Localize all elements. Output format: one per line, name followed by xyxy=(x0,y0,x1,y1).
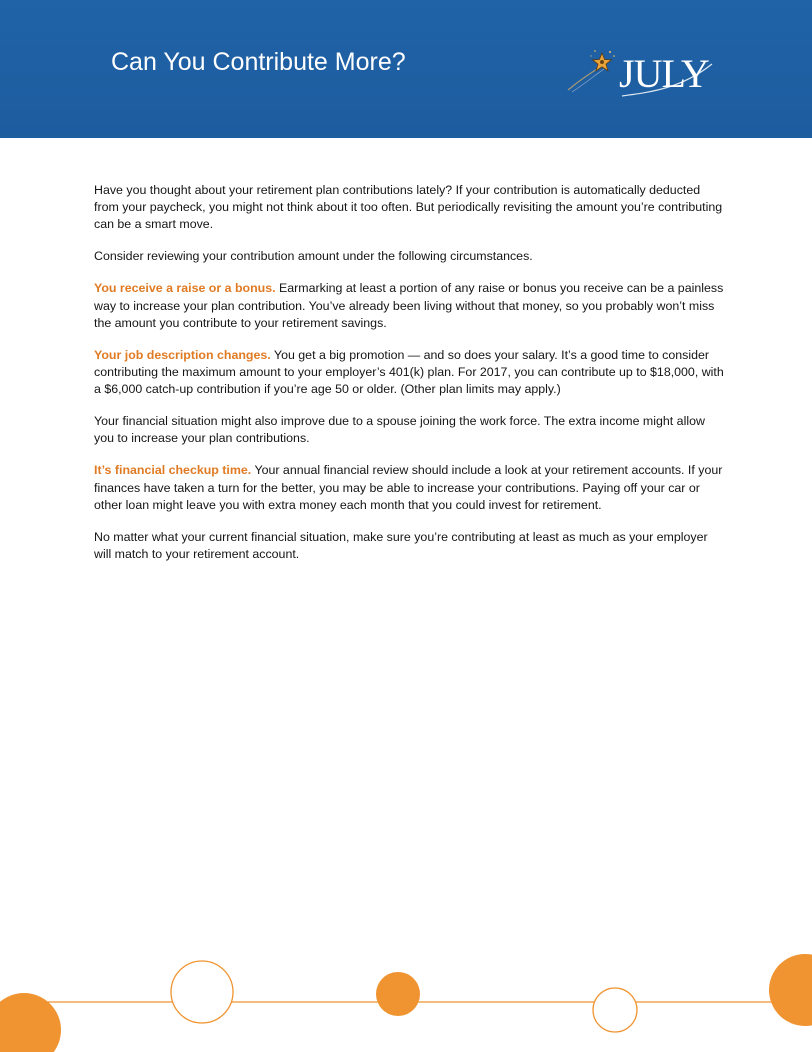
paragraph-circumstances: Consider reviewing your contribution amount under the following circumstances. xyxy=(94,249,533,264)
filled-circle xyxy=(769,954,812,1026)
logo-wordmark: JULY xyxy=(619,51,709,96)
text-job-change: You get a big promotion — and so does your salary. It’s a good time to consider contributing the maximum amount to your employer’s 401(k) plan. For 2017, you can contribute up to $18,000, with a $6,000 catch-up contribution if you’re age 50 or older. (Other plan limits may apply.) xyxy=(94,347,724,397)
paragraph-checkup xyxy=(94,462,724,514)
footer-decoration xyxy=(0,950,812,1052)
page-header xyxy=(0,0,812,138)
july-logo xyxy=(562,44,722,108)
filled-circle xyxy=(376,972,420,1016)
article-body xyxy=(94,182,724,578)
text-checkup: Your annual financial review should include a look at your retirement accounts. If your finances have taken a turn for the better, you may be able to increase your contributions. Paying off your car or other loan might leave you with extra money each month that you could invest for retirement. xyxy=(94,463,723,512)
heading-job-change: Your job description changes. xyxy=(94,347,271,362)
hollow-circle xyxy=(171,961,233,1023)
paragraph-spouse: Your financial situation might also improve due to a spouse joining the work force. The extra income might allow you to increase your plan contributions. xyxy=(94,414,705,446)
paragraph-intro: Have you thought about your retirement plan contributions lately? If your contribution is automatically deducted from your paycheck, you might not think about it too often. But periodically revisiting the amount you’re contributing can be a smart move. xyxy=(94,183,723,232)
page-title: Can You Contribute More? xyxy=(111,48,406,76)
paragraph-raise xyxy=(94,280,724,332)
heading-checkup: It’s financial checkup time. xyxy=(94,463,252,478)
heading-raise: You receive a raise or a bonus. xyxy=(94,281,276,296)
text-raise: Earmarking at least a portion of any raise or bonus you receive can be a painless way to increase your plan contribution. You’ve already been living without that money, so you probably won’t miss the amount you contribute to your retirement savings. xyxy=(94,281,724,330)
paragraph-conclusion: No matter what your current financial situation, make sure you’re contributing at least as much as your employer will match to your retirement account. xyxy=(94,529,708,562)
hollow-circle xyxy=(593,988,637,1032)
paragraph-job-change xyxy=(94,347,724,399)
